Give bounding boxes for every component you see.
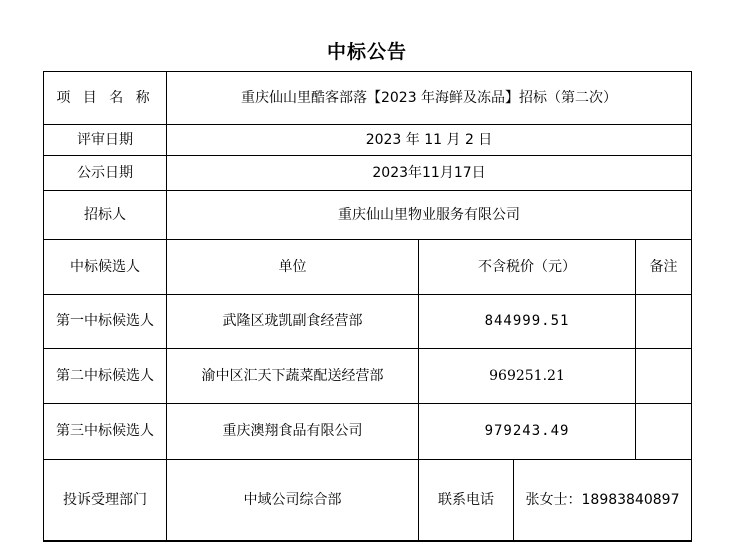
tenderer-value: 重庆仙山里物业服务有限公司 [167, 191, 692, 240]
review-date-label: 评审日期 [44, 125, 167, 156]
table-row-review-date [44, 125, 692, 156]
candidate-1-unit: 武隆区珑凯副食经营部 [167, 295, 419, 349]
table-row-candidates-header [44, 240, 692, 295]
candidates-header-candidate: 中标候选人 [44, 240, 167, 295]
candidate-1-label: 第一中标候选人 [44, 295, 167, 349]
candidate-2-price: 969251.21 [419, 349, 636, 404]
table-row-complaint [44, 460, 692, 541]
candidates-header-remark: 备注 [636, 240, 692, 295]
project-name-value: 重庆仙山里酷客部落【2023 年海鲜及冻品】招标（第二次） [167, 72, 692, 125]
candidate-2-remark [636, 349, 692, 404]
project-name-label: 项 目 名 称 [44, 72, 167, 125]
publicity-date-label: 公示日期 [44, 156, 167, 191]
page-title: 中标公告 [326, 41, 407, 63]
contact-phone-value: 张女士：18983840897 [514, 460, 692, 541]
contact-phone-label: 联系电话 [419, 460, 514, 541]
tenderer-label: 招标人 [44, 191, 167, 240]
candidates-header-unit: 单位 [167, 240, 419, 295]
candidate-3-price: 979243.49 [419, 404, 636, 460]
table-row-candidate-1 [44, 295, 692, 349]
table-row-candidate-2 [44, 349, 692, 404]
candidates-header-price: 不含税价（元） [419, 240, 636, 295]
candidate-3-unit: 重庆澳翔食品有限公司 [167, 404, 419, 460]
candidate-2-unit: 渝中区汇天下蔬菜配送经营部 [167, 349, 419, 404]
table-row-project [44, 72, 692, 125]
candidate-1-remark [636, 295, 692, 349]
publicity-date-value: 2023年11月17日 [167, 156, 692, 191]
table-row-publicity-date [44, 156, 692, 191]
table-row-candidate-3 [44, 404, 692, 460]
candidate-2-label: 第二中标候选人 [44, 349, 167, 404]
complaint-dept-value: 中域公司综合部 [167, 460, 419, 541]
table-row-tenderer [44, 191, 692, 240]
candidate-3-remark [636, 404, 692, 460]
bid-announcement-table [43, 71, 692, 542]
complaint-dept-label: 投诉受理部门 [44, 460, 167, 541]
candidate-3-label: 第三中标候选人 [44, 404, 167, 460]
review-date-value: 2023 年 11 月 2 日 [167, 125, 692, 156]
candidate-1-price: 844999.51 [419, 295, 636, 349]
